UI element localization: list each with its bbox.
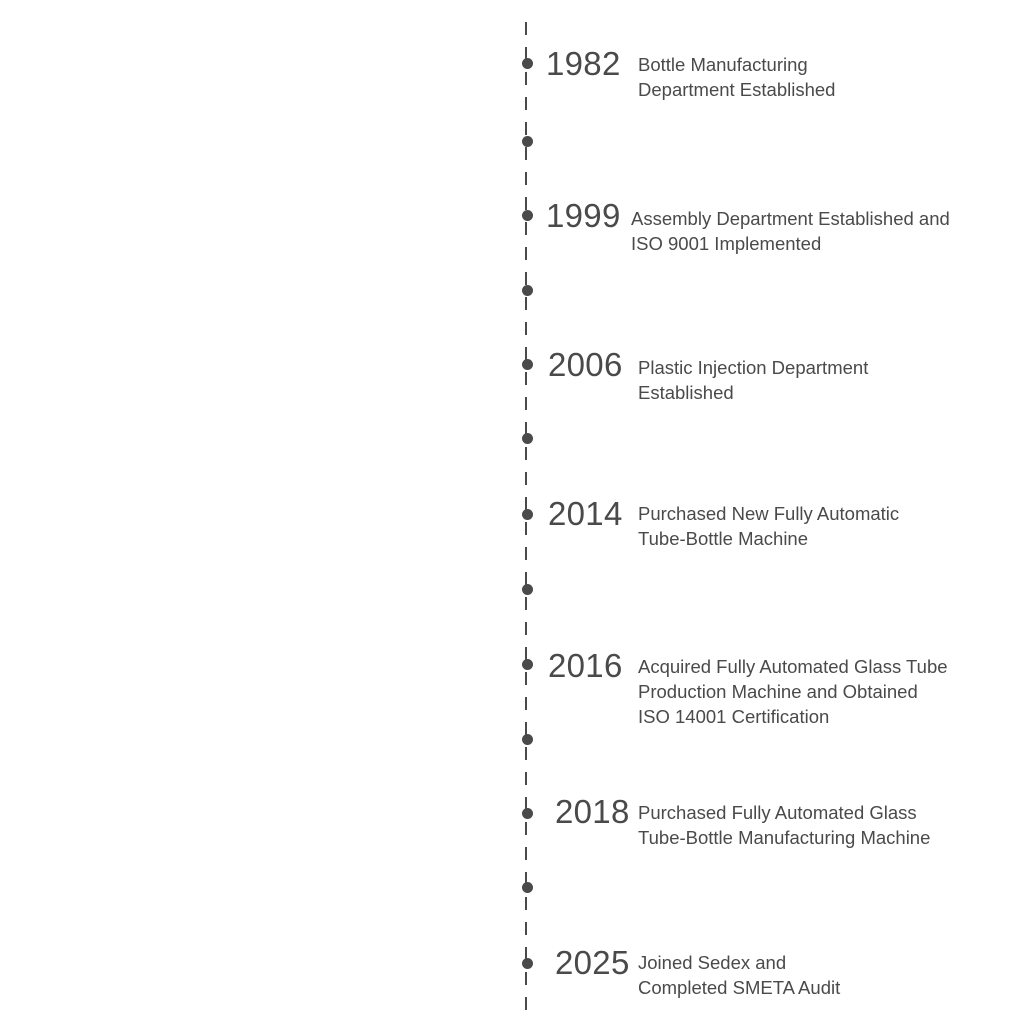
event-description-line: Department Established <box>638 79 836 100</box>
event-description-line: Assembly Department Established and <box>631 208 950 229</box>
event-description-line: Tube-Bottle Machine <box>638 528 809 549</box>
timeline-dot <box>522 433 533 444</box>
timeline-dot <box>522 285 533 296</box>
event-description-line: Joined Sedex and <box>638 952 787 973</box>
event-description-line: ISO 14001 Certification <box>638 706 830 727</box>
timeline-dot <box>522 58 533 69</box>
event-description <box>638 950 840 1000</box>
event-description <box>631 206 950 256</box>
timeline-dot <box>522 584 533 595</box>
event-description-line: Acquired Fully Automated Glass Tube <box>638 656 948 677</box>
timeline-dot <box>522 136 533 147</box>
timeline-dot <box>522 734 533 745</box>
timeline-dot <box>522 882 533 893</box>
timeline-dot <box>522 958 533 969</box>
event-description-line: Purchased Fully Automated Glass <box>638 802 917 823</box>
event-description-line: Completed SMETA Audit <box>638 977 841 998</box>
event-description <box>638 800 930 850</box>
event-description-line: Production Machine and Obtained <box>638 681 918 702</box>
timeline-dot <box>522 509 533 520</box>
event-year: 2018 <box>555 793 630 830</box>
event-description <box>638 355 868 405</box>
timeline-dot <box>522 659 533 670</box>
event-description-line: Bottle Manufacturing <box>638 54 808 75</box>
event-description-line: ISO 9001 Implemented <box>631 233 822 254</box>
event-description-line: Purchased New Fully Automatic <box>638 503 900 524</box>
event-description-line: Established <box>638 382 734 403</box>
event-description-line: Tube-Bottle Manufacturing Machine <box>638 827 931 848</box>
event-description <box>638 52 835 102</box>
event-description <box>638 654 948 729</box>
event-year: 1982 <box>546 45 621 82</box>
timeline-dot <box>522 210 533 221</box>
event-year: 2016 <box>548 647 623 684</box>
event-year: 2025 <box>555 944 630 981</box>
event-year: 2006 <box>548 346 623 383</box>
timeline-dot <box>522 359 533 370</box>
event-year: 2014 <box>548 495 623 532</box>
timeline-dot <box>522 808 533 819</box>
event-year: 1999 <box>546 197 621 234</box>
event-description <box>638 501 899 551</box>
event-description-line: Plastic Injection Department <box>638 357 869 378</box>
